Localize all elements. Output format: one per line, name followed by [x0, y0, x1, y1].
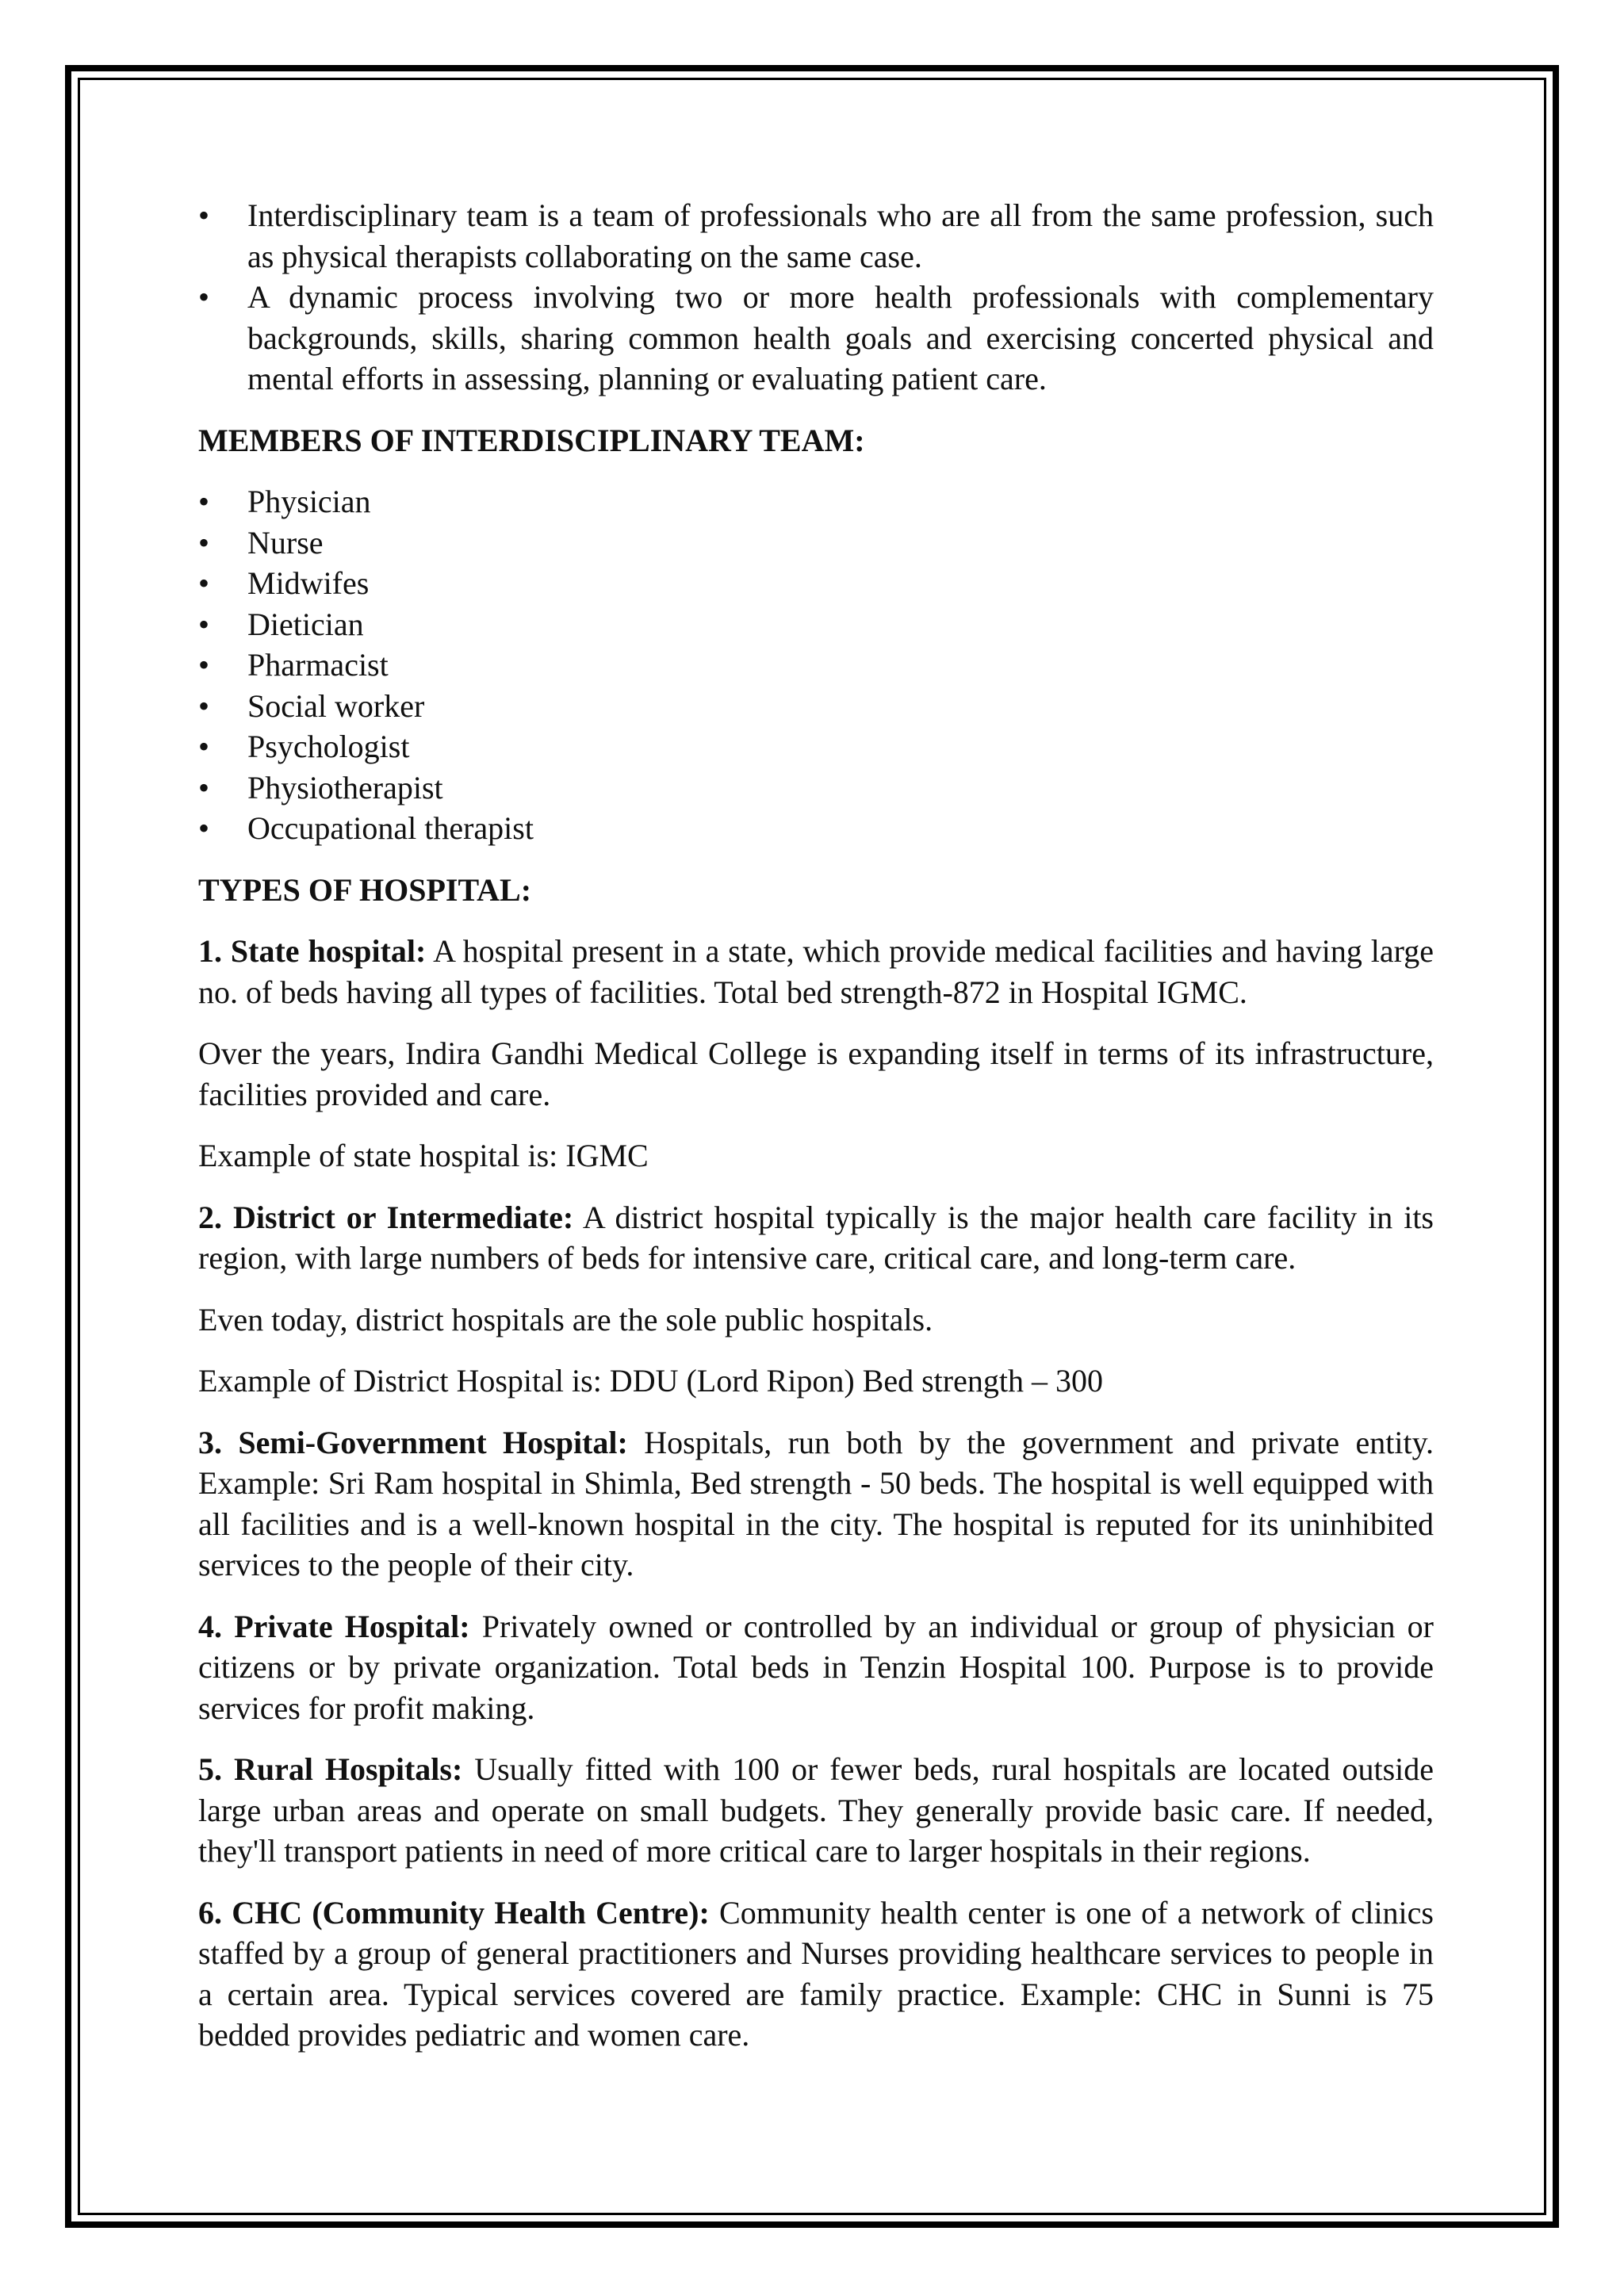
member-label: Midwifes — [247, 565, 370, 601]
list-item — [198, 686, 1434, 727]
list-item — [198, 808, 1434, 849]
state-hospital-example: Example of state hospital is: IGMC — [198, 1138, 649, 1173]
member-label: Nurse — [247, 524, 324, 561]
bullet-icon: • — [198, 687, 210, 724]
private-hospital-paragraph — [198, 1606, 1434, 1729]
state-hospital-text: A hospital present in a state, which provide medical facilities and having large no. of beds having all types of facilities. Total bed strength-872 in Hospital IGMC. — [198, 933, 1434, 1010]
intro-bullet-text: Interdisciplinary team is a team of professionals who are all from the same profession, such as physical therapists collaborating on the same case. — [247, 197, 1434, 274]
rural-hospital-text: Usually fitted with 100 or fewer beds, rural hospitals are located outside large urban areas and operate on small budgets. They generally provide basic care. If needed, they'll transport patients in need of more critical care to larger hospitals in their regions. — [198, 1751, 1434, 1869]
member-label: Physiotherapist — [247, 769, 443, 806]
intro-bullet-list — [198, 195, 1434, 400]
bullet-icon: • — [198, 729, 210, 764]
list-item — [198, 604, 1434, 645]
list-item — [198, 767, 1434, 809]
bullet-icon: • — [198, 197, 210, 233]
document-body — [198, 195, 1434, 2076]
rural-hospital-label: 5. Rural Hospitals: — [198, 1751, 463, 1787]
list-item — [198, 277, 1434, 400]
private-hospital-label: 4. Private Hospital: — [198, 1608, 470, 1644]
types-heading: TYPES OF HOSPITAL: — [198, 871, 532, 908]
list-item — [198, 726, 1434, 767]
chc-label: 6. CHC (Community Health Centre): — [198, 1894, 710, 1931]
members-list — [198, 481, 1434, 849]
chc-paragraph — [198, 1892, 1434, 2056]
state-hospital-label: 1. State hospital: — [198, 933, 427, 969]
member-label: Social worker — [247, 687, 425, 724]
district-hospital-example: Example of District Hospital is: DDU (Lord Ripon) Bed strength – 300 — [198, 1363, 1103, 1399]
bullet-icon: • — [198, 606, 210, 642]
state-hospital-paragraph — [198, 931, 1434, 1012]
bullet-icon: • — [198, 647, 210, 683]
members-heading: MEMBERS OF INTERDISCIPLINARY TEAM: — [198, 422, 865, 458]
bullet-icon: • — [198, 565, 210, 601]
state-hospital-extra-paragraph: Over the years, Indira Gandhi Medical College is expanding itself in terms of its infrastructure, facilities provided and care. — [198, 1035, 1434, 1112]
member-label: Psychologist — [247, 729, 410, 764]
chc-text: Community health center is one of a network of clinics staffed by a group of general practitioners and Nurses providing healthcare services to people in a certain area. Typical services covered are family practice. Example: CHC in Sunni is 75 bedded provides pediatric and women care. — [198, 1894, 1434, 2053]
list-item — [198, 645, 1434, 686]
member-label: Physician — [247, 484, 371, 519]
member-label: Occupational therapist — [247, 810, 534, 846]
rural-hospital-paragraph — [198, 1749, 1434, 1872]
bullet-icon: • — [198, 769, 210, 806]
list-item — [198, 563, 1434, 604]
member-label: Pharmacist — [247, 647, 389, 683]
list-item — [198, 195, 1434, 277]
semi-government-hospital-text: Hospitals, run both by the government and private entity. Example: Sri Ram hospital in Shimla, Bed strength - 50 beds. The hospital is well equipped with all facilities and is a well-known hospital in the city. The hospital is reputed for its uninhibited services to the people of their city. — [198, 1424, 1434, 1582]
bullet-icon: • — [198, 484, 210, 519]
district-hospital-label: 2. District or Intermediate: — [198, 1199, 574, 1235]
bullet-icon: • — [198, 810, 210, 846]
private-hospital-text: Privately owned or controlled by an individual or group of physician or citizens or by private organization. Total beds in Tenzin Hospital 100. Purpose is to provide services for profit making. — [198, 1608, 1434, 1726]
bullet-icon: • — [198, 279, 210, 315]
district-hospital-extra-paragraph: Even today, district hospitals are the sole public hospitals. — [198, 1301, 933, 1337]
bullet-icon: • — [198, 524, 210, 561]
semi-government-hospital-label: 3. Semi-Government Hospital: — [198, 1424, 628, 1460]
district-hospital-text: A district hospital typically is the major health care facility in its region, with large numbers of beds for intensive care, critical care, and long-term care. — [198, 1199, 1434, 1276]
member-label: Dietician — [247, 606, 364, 642]
district-hospital-paragraph — [198, 1197, 1434, 1279]
intro-bullet-text: A dynamic process involving two or more health professionals with complementary backgrounds, skills, sharing common health goals and exercising concerted physical and mental efforts in assessing, planning or evaluating patient care. — [247, 279, 1434, 396]
list-item — [198, 481, 1434, 522]
list-item — [198, 522, 1434, 564]
semi-government-hospital-paragraph — [198, 1422, 1434, 1586]
